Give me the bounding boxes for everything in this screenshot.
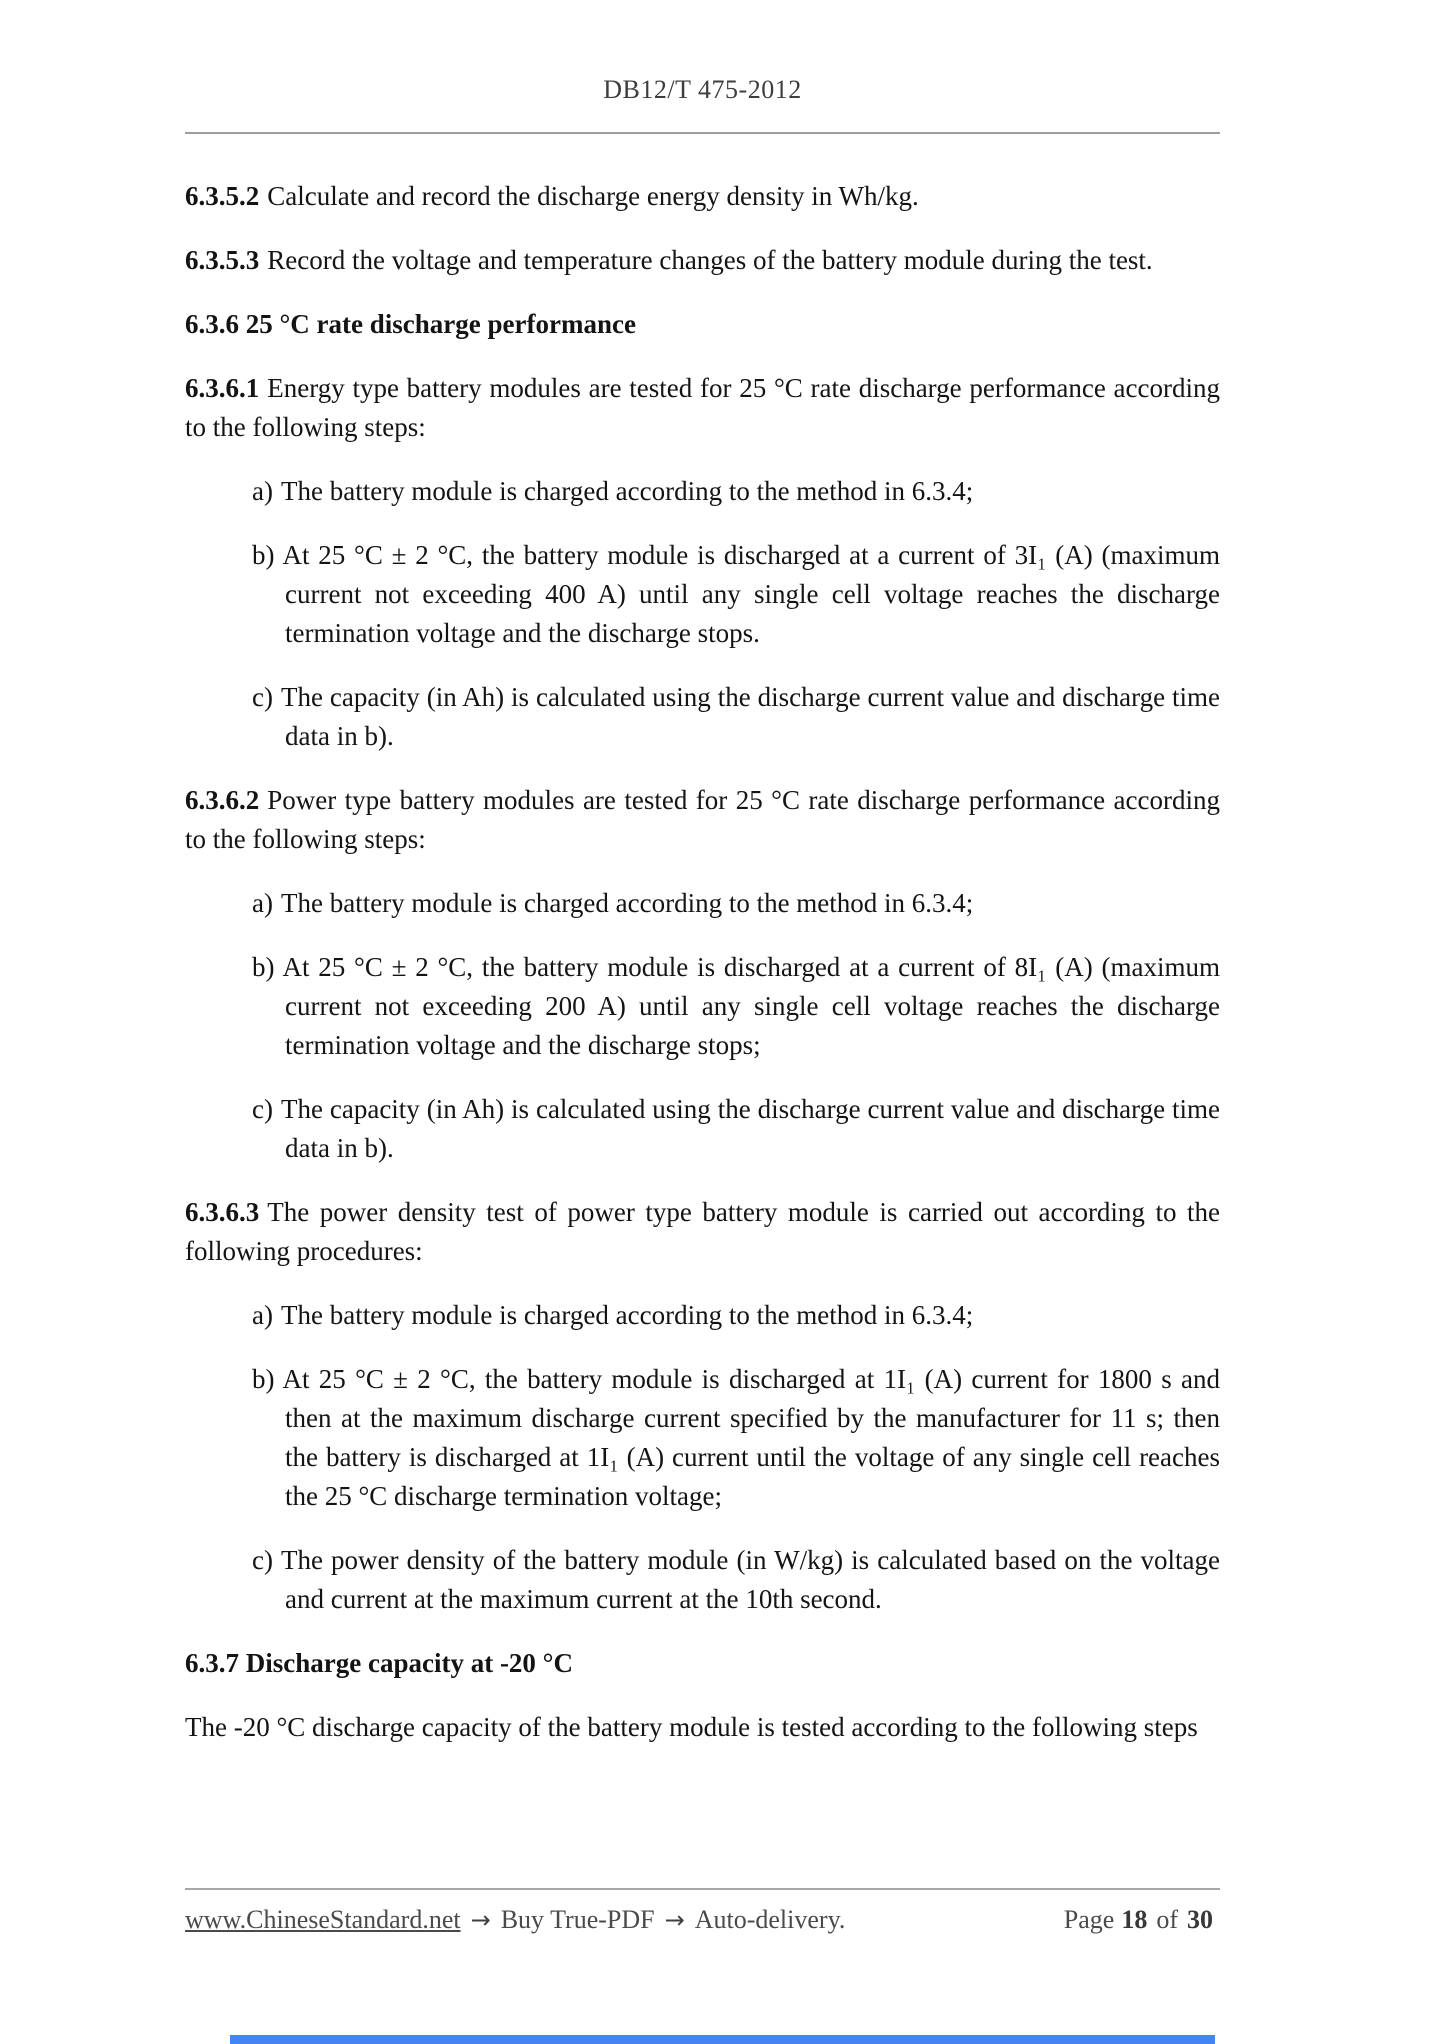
list-item: [252, 1541, 1220, 1619]
section-number: 6.3.6.2: [185, 785, 260, 815]
list-item: [252, 884, 1220, 923]
list-marker: a): [252, 476, 273, 506]
of-label: of: [1156, 1905, 1178, 1934]
list-item-text: At 25 °C ± 2 °C, the battery module is discharged at a current of 3I₁ (A) (maximum current not exceeding 400 A) until any single cell voltage reaches the discharge termination voltage and the discharge stops.: [282, 540, 1220, 648]
paragraph-text: Record the voltage and temperature changes of the battery module during the test.: [267, 245, 1153, 275]
section-heading-637: 6.3.7 Discharge capacity at -20 °C: [185, 1648, 573, 1678]
list-item-text: The battery module is charged according to the method in 6.3.4;: [280, 476, 974, 506]
list-item: [252, 472, 1220, 511]
footer-site-link[interactable]: www.ChineseStandard.net: [185, 1905, 461, 1934]
list-item-text: At 25 °C ± 2 °C, the battery module is discharged at a current of 8I₁ (A) (maximum current not exceeding 200 A) until any single cell voltage reaches the discharge termination voltage and the discharge stops;: [282, 952, 1220, 1060]
footer-delivery-text: Auto-delivery.: [694, 1905, 846, 1934]
arrow-right-icon: →: [470, 1906, 491, 1934]
list-item-text: The battery module is charged according to the method in 6.3.4;: [280, 888, 974, 918]
list-item: [252, 948, 1220, 1065]
list-marker: c): [252, 1545, 273, 1575]
page-label: Page: [1063, 1905, 1115, 1934]
paragraph-6361: [185, 369, 1220, 447]
list-item-text: The battery module is charged according to the method in 6.3.4;: [280, 1300, 974, 1330]
section-number: 6.3.6.3: [185, 1197, 260, 1227]
section-number: 6.3.6.1: [185, 373, 260, 403]
header-rule: [185, 132, 1220, 134]
list-marker: b): [252, 1364, 275, 1394]
document-body: [185, 152, 1220, 1772]
list-item-text: The capacity (in Ah) is calculated using the discharge current value and discharge time data in b).: [280, 1094, 1220, 1163]
header-doc-number: DB12/T 475-2012: [603, 75, 802, 104]
page-indicator: [1064, 1905, 1220, 1935]
list-item: [252, 1090, 1220, 1168]
list-item: [252, 536, 1220, 653]
section-number: 6.3.5.2: [185, 181, 260, 211]
paragraph-text: Power type battery modules are tested for 25 °C rate discharge performance according to the following steps:: [185, 785, 1220, 854]
list-marker: c): [252, 1094, 273, 1124]
list-marker: a): [252, 1300, 273, 1330]
list-item: [252, 678, 1220, 756]
arrow-right-icon: →: [664, 1906, 685, 1934]
list-item-text: At 25 °C ± 2 °C, the battery module is discharged at 1I₁ (A) current for 1800 s and then at the maximum discharge current specified by the manufacturer for 11 s; then the battery is discharged at 1I₁ (A) current until the voltage of any single cell reaches the 25 °C discharge termination voltage;: [282, 1364, 1220, 1511]
paragraph-text: Calculate and record the discharge energy density in Wh/kg.: [267, 181, 919, 211]
page-footer: [185, 1888, 1220, 1935]
footer-left: [185, 1905, 845, 1935]
paragraph-text: Energy type battery modules are tested for 25 °C rate discharge performance according to the following steps:: [185, 373, 1220, 442]
page-number-current: 18: [1121, 1905, 1148, 1934]
paragraph-637: [185, 1708, 1220, 1747]
section-number: 6.3.5.3: [185, 245, 260, 275]
list-marker: b): [252, 540, 275, 570]
paragraph-6362: [185, 781, 1220, 859]
list-item-text: The capacity (in Ah) is calculated using the discharge current value and discharge time data in b).: [280, 682, 1220, 751]
paragraph-6352: [185, 177, 1220, 216]
paragraph-6353: [185, 241, 1220, 280]
paragraph-6363: [185, 1193, 1220, 1271]
page-number-total: 30: [1187, 1905, 1213, 1934]
paragraph-text: The -20 °C discharge capacity of the battery module is tested according to the following steps: [185, 1712, 1198, 1742]
list-item: [252, 1360, 1220, 1516]
footer-buy-text: Buy True-PDF: [500, 1905, 655, 1934]
paragraph-text: The power density test of power type battery module is carried out according to the following procedures:: [185, 1197, 1220, 1266]
section-heading-636: 6.3.6 25 °C rate discharge performance: [185, 309, 636, 339]
list-marker: b): [252, 952, 275, 982]
list-item-text: The power density of the battery module (in W/kg) is calculated based on the voltage and current at the maximum current at the 10th second.: [280, 1545, 1220, 1614]
list-item: [252, 1296, 1220, 1335]
bottom-accent-bar: [230, 2035, 1215, 2044]
list-marker: c): [252, 682, 273, 712]
list-marker: a): [252, 888, 273, 918]
